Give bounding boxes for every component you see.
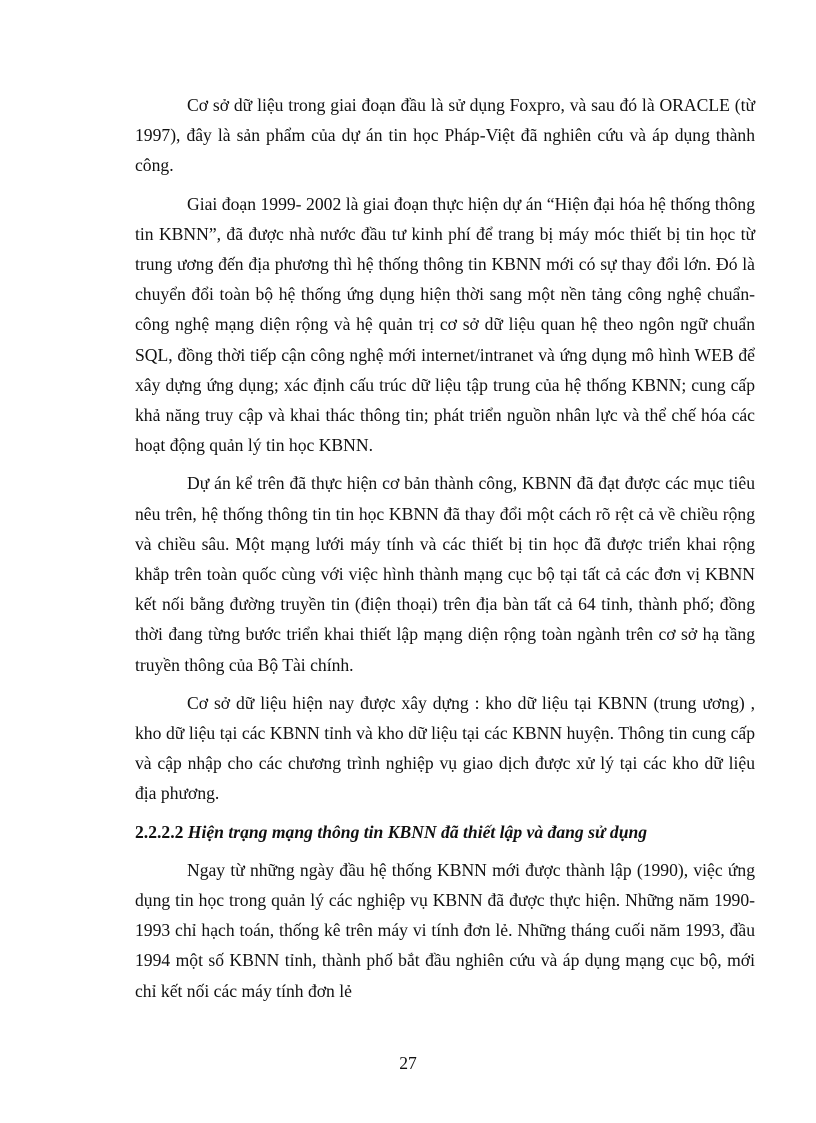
section-heading (135, 817, 755, 847)
body-paragraph: Dự án kể trên đã thực hiện cơ bản thành công, KBNN đã đạt được các mục tiêu nêu trên, hệ thống thông tin tin học KBNN đã thay đổi một cách rõ rệt cả về chiều rộng và chiều sâu. Một mạng lưới máy tính và các thiết bị tin học đã được triển khai rộng khắp trên toàn quốc cùng với việc hình thành mạng cục bộ tại tất cả các đơn vị KBNN kết nối bằng đường truyền tin (điện thoại) trên địa bàn tất cả 64 tỉnh, thành phố; đồng thời đang từng bước triển khai thiết lập mạng diện rộng toàn ngành trên cơ sở hạ tầng truyền thông của Bộ Tài chính. (135, 473, 755, 675)
section-title: Hiện trạng mạng thông tin KBNN đã thiết lập và đang sử dụng (187, 821, 648, 842)
body-paragraph: Cơ sở dữ liệu hiện nay được xây dựng : kho dữ liệu tại KBNN (trung ương) , kho dữ liệu tại các KBNN tỉnh và kho dữ liệu tại các KBNN huyện. Thông tin cung cấp và cập nhập cho các chương trình nghiệp vụ giao dịch được xử lý tại các kho dữ liệu địa phương. (135, 692, 755, 804)
section-number: 2.2.2.2 (135, 821, 184, 842)
body-paragraph: Giai đoạn 1999- 2002 là giai đoạn thực hiện dự án “Hiện đại hóa hệ thống thông tin KBNN”, đã được nhà nước đầu tư kinh phí để trang bị máy móc thiết bị tin học từ trung ương đến địa phương thì hệ thống thông tin KBNN mới có sự thay đổi lớn. Đó là chuyển đổi toàn bộ hệ thống ứng dụng hiện thời sang một nền tảng công nghệ chuẩn- công nghệ mạng diện rộng và hệ quản trị cơ sở dữ liệu quan hệ theo ngôn ngữ chuẩn SQL, đồng thời tiếp cận công nghệ mới internet/intranet và ứng dụng mô hình WEB để xây dựng ứng dụng; xác định cấu trúc dữ liệu tập trung của hệ thống KBNN; cung cấp khả năng truy cập và khai thác thông tin; phát triển nguồn nhân lực và thể chế hóa các hoạt động quản lý tin học KBNN. (135, 193, 755, 456)
page-number: 27 (399, 1053, 417, 1073)
body-paragraph: Ngay từ những ngày đầu hệ thống KBNN mới được thành lập (1990), việc ứng dụng tin học trong quản lý các nghiệp vụ KBNN đã được thực hiện. Những năm 1990-1993 chỉ hạch toán, thống kê trên máy vi tính đơn lẻ. Những tháng cuối năm 1993, đầu 1994 một số KBNN tỉnh, thành phố bắt đầu nghiên cứu và áp dụng mạng cục bộ, mới chỉ kết nối các máy tính đơn lẻ (135, 859, 755, 1001)
body-paragraph: Cơ sở dữ liệu trong giai đoạn đầu là sử dụng Foxpro, và sau đó là ORACLE (từ 1997), đây là sản phẩm của dự án tin học Pháp-Việt đã nghiên cứu và áp dụng thành công. (135, 95, 755, 176)
page-body (135, 90, 755, 1014)
